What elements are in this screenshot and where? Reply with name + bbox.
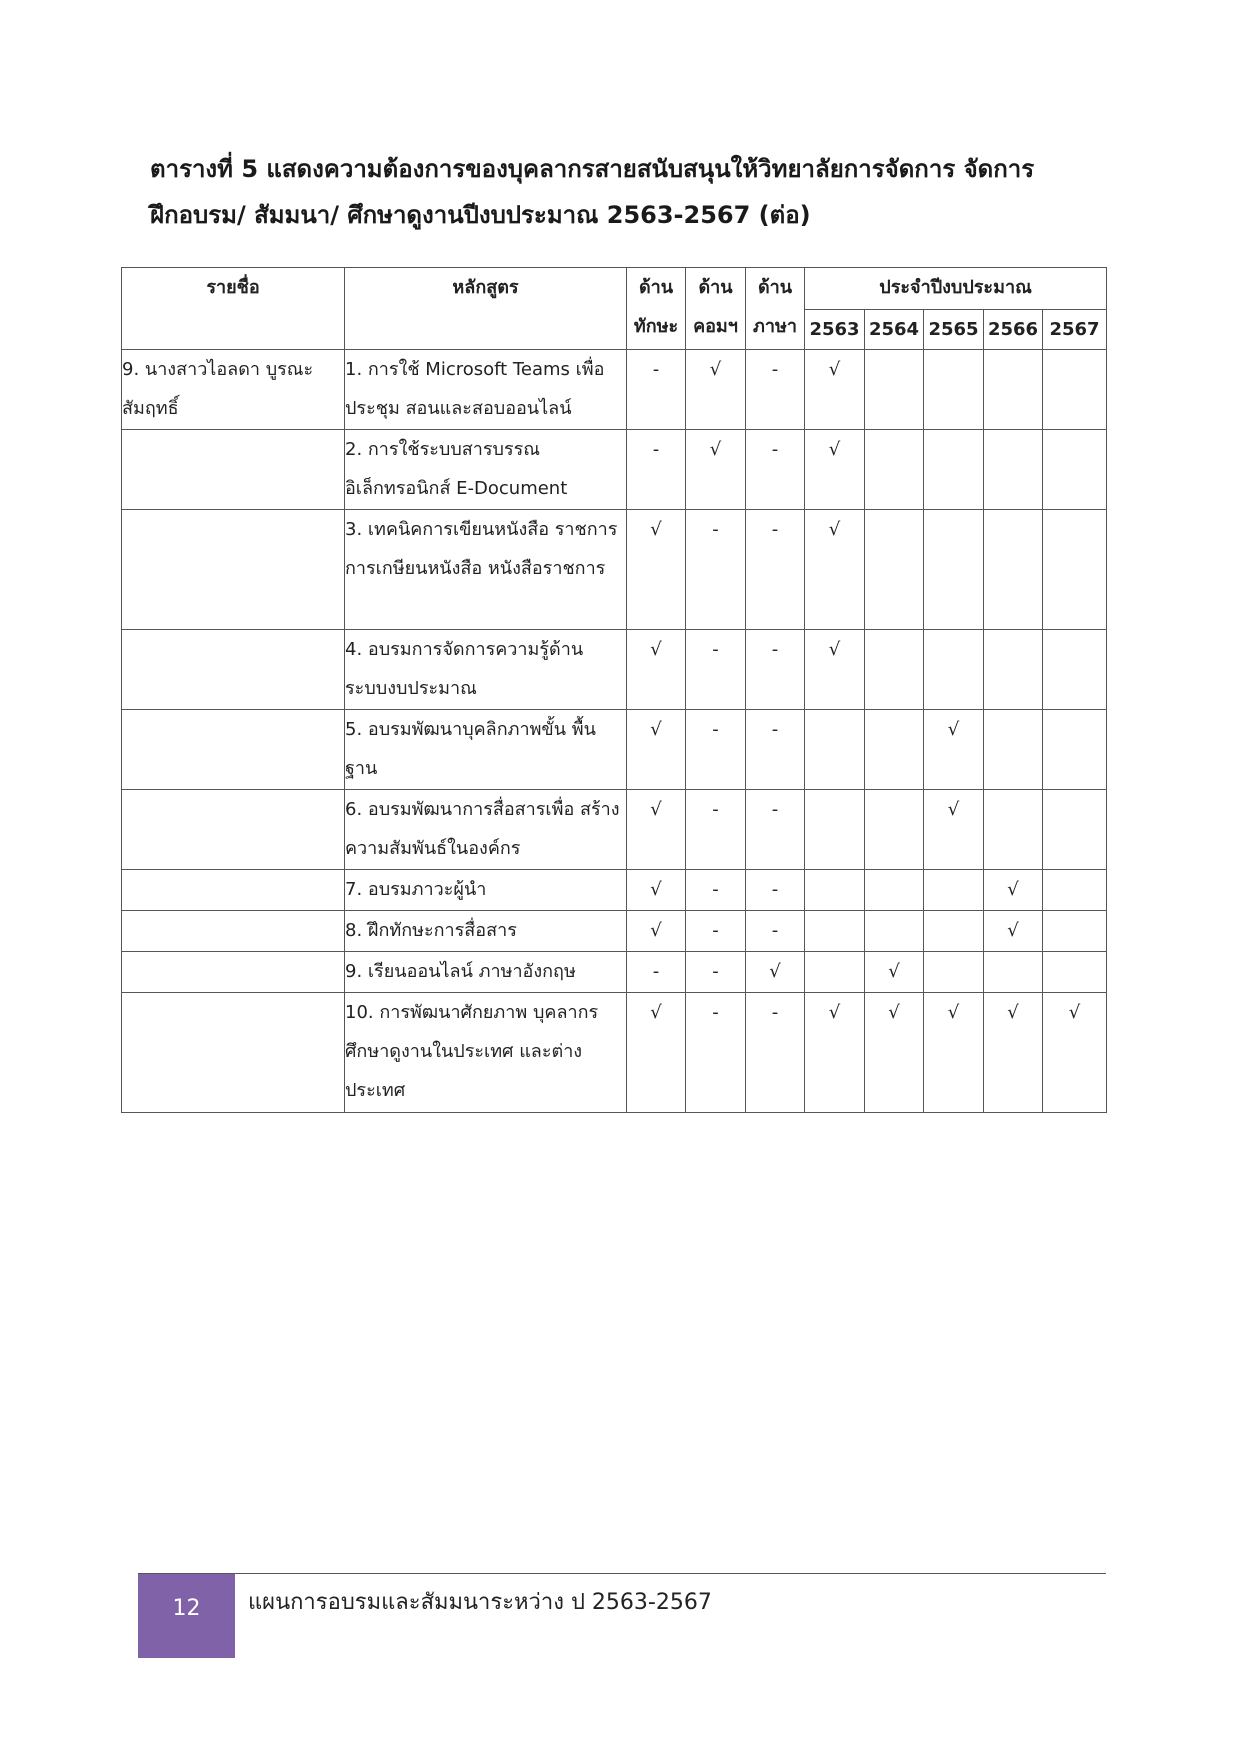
- cell-y2563: [805, 911, 865, 952]
- cell-language: -: [746, 630, 805, 710]
- cell-y2564: [865, 790, 924, 870]
- cell-name: [122, 710, 345, 790]
- cell-language: -: [746, 710, 805, 790]
- cell-y2565: [924, 911, 984, 952]
- page-number: 12: [172, 1596, 201, 1621]
- cell-course: 5. อบรมพัฒนาบุคลิกภาพขั้น พื้นฐาน: [345, 710, 627, 790]
- cell-y2564: [865, 430, 924, 510]
- cell-course: 2. การใช้ระบบสารบรรณ อิเล็กทรอนิกส์ E-Document: [345, 430, 627, 510]
- cell-y2564: [865, 710, 924, 790]
- header-year-2566: 2566: [984, 310, 1043, 350]
- cell-skill: √: [627, 510, 686, 630]
- cell-y2567: [1043, 510, 1107, 630]
- cell-name: [122, 993, 345, 1113]
- cell-skill: -: [627, 952, 686, 993]
- cell-computer: -: [686, 790, 746, 870]
- header-skill: ด้าน ทักษะ: [627, 268, 686, 350]
- cell-y2567: [1043, 952, 1107, 993]
- cell-language: √: [746, 952, 805, 993]
- cell-name: [122, 870, 345, 911]
- header-name: รายชื่อ: [122, 268, 345, 350]
- header-year-2565: 2565: [924, 310, 984, 350]
- cell-course: 1. การใช้ Microsoft Teams เพื่อประชุม สอนและสอบออนไลน์: [345, 350, 627, 430]
- cell-y2566: √: [984, 870, 1043, 911]
- page-number-box: [138, 1574, 235, 1658]
- cell-language: -: [746, 350, 805, 430]
- cell-y2566: [984, 952, 1043, 993]
- cell-y2567: [1043, 911, 1107, 952]
- cell-language: -: [746, 510, 805, 630]
- cell-y2565: √: [924, 993, 984, 1113]
- footer-divider: [138, 1573, 1106, 1574]
- cell-computer: -: [686, 710, 746, 790]
- cell-y2567: [1043, 870, 1107, 911]
- cell-y2563: √: [805, 993, 865, 1113]
- cell-name: [122, 952, 345, 993]
- cell-y2566: √: [984, 911, 1043, 952]
- cell-y2564: √: [865, 952, 924, 993]
- cell-y2566: [984, 710, 1043, 790]
- cell-y2564: [865, 510, 924, 630]
- cell-y2566: [984, 350, 1043, 430]
- cell-course: 7. อบรมภาวะผู้นำ: [345, 870, 627, 911]
- cell-name: [122, 630, 345, 710]
- cell-language: -: [746, 993, 805, 1113]
- cell-course: 8. ฝึกทักษะการสื่อสาร: [345, 911, 627, 952]
- cell-y2563: [805, 790, 865, 870]
- header-year-2567: 2567: [1043, 310, 1107, 350]
- cell-skill: -: [627, 430, 686, 510]
- table-row: [122, 993, 1107, 1113]
- cell-skill: √: [627, 630, 686, 710]
- table-row: [122, 870, 1107, 911]
- cell-skill: √: [627, 911, 686, 952]
- cell-y2565: [924, 952, 984, 993]
- cell-computer: -: [686, 993, 746, 1113]
- cell-y2564: [865, 870, 924, 911]
- caption-line-2: ฝึกอบรม/ สัมมนา/ ศึกษาดูงานปีงบประมาณ 2563-2567 (ต่อ): [150, 201, 811, 229]
- cell-language: -: [746, 911, 805, 952]
- cell-computer: √: [686, 430, 746, 510]
- table-row: [122, 430, 1107, 510]
- cell-y2566: [984, 510, 1043, 630]
- header-year-2563: 2563: [805, 310, 865, 350]
- header-course: หลักสูตร: [345, 268, 627, 350]
- cell-computer: √: [686, 350, 746, 430]
- cell-y2564: [865, 350, 924, 430]
- cell-language: -: [746, 790, 805, 870]
- cell-skill: -: [627, 350, 686, 430]
- cell-y2563: √: [805, 630, 865, 710]
- cell-skill: √: [627, 790, 686, 870]
- table-row: [122, 510, 1107, 630]
- cell-y2564: [865, 911, 924, 952]
- cell-y2567: [1043, 430, 1107, 510]
- cell-name: [122, 790, 345, 870]
- cell-name: 9. นางสาวไอลดา บูรณะสัมฤทธิ์: [122, 350, 345, 430]
- header-computer: ด้าน คอมฯ: [686, 268, 746, 350]
- cell-name: [122, 911, 345, 952]
- cell-course: 4. อบรมการจัดการความรู้ด้าน ระบบงบประมาณ: [345, 630, 627, 710]
- cell-y2567: [1043, 790, 1107, 870]
- cell-y2563: [805, 870, 865, 911]
- caption-line-1: ตารางที่ 5 แสดงความต้องการของบุคลากรสายสนับสนุนให้วิทยาลัยการจัดการ จัดการ: [150, 155, 1035, 183]
- cell-y2563: [805, 952, 865, 993]
- table-row: [122, 952, 1107, 993]
- cell-y2563: √: [805, 430, 865, 510]
- cell-y2566: [984, 430, 1043, 510]
- cell-y2565: [924, 430, 984, 510]
- table-row: [122, 911, 1107, 952]
- cell-skill: √: [627, 993, 686, 1113]
- cell-language: -: [746, 430, 805, 510]
- cell-y2567: [1043, 630, 1107, 710]
- table-row: [122, 790, 1107, 870]
- cell-y2565: [924, 510, 984, 630]
- cell-y2564: √: [865, 993, 924, 1113]
- cell-y2563: [805, 710, 865, 790]
- cell-y2563: √: [805, 350, 865, 430]
- table-row: [122, 710, 1107, 790]
- cell-y2567: √: [1043, 993, 1107, 1113]
- cell-y2566: [984, 630, 1043, 710]
- cell-course: 9. เรียนออนไลน์ ภาษาอังกฤษ: [345, 952, 627, 993]
- cell-y2564: [865, 630, 924, 710]
- cell-skill: √: [627, 870, 686, 911]
- header-year-2564: 2564: [865, 310, 924, 350]
- table-caption: [150, 146, 1110, 238]
- table-row: [122, 350, 1107, 430]
- cell-course: 6. อบรมพัฒนาการสื่อสารเพื่อ สร้างความสัมพันธ์ในองค์กร: [345, 790, 627, 870]
- cell-y2565: [924, 870, 984, 911]
- cell-y2563: √: [805, 510, 865, 630]
- cell-computer: -: [686, 911, 746, 952]
- cell-y2565: √: [924, 710, 984, 790]
- cell-y2565: [924, 630, 984, 710]
- cell-computer: -: [686, 510, 746, 630]
- table-row: [122, 630, 1107, 710]
- cell-course: 3. เทคนิคการเขียนหนังสือ ราชการการเกษียนหนังสือ หนังสือราชการ: [345, 510, 627, 630]
- cell-computer: -: [686, 630, 746, 710]
- cell-y2566: √: [984, 993, 1043, 1113]
- cell-language: -: [746, 870, 805, 911]
- header-fiscal-year: ประจำปีงบประมาณ: [805, 268, 1107, 310]
- header-language: ด้าน ภาษา: [746, 268, 805, 350]
- cell-y2566: [984, 790, 1043, 870]
- footer-title: แผนการอบรมและสัมมนาระหว่าง ป 2563-2567: [248, 1590, 712, 1615]
- cell-name: [122, 430, 345, 510]
- table-body: [122, 350, 1107, 1113]
- training-plan-table: [121, 267, 1107, 1113]
- cell-y2567: [1043, 710, 1107, 790]
- cell-y2565: [924, 350, 984, 430]
- cell-computer: -: [686, 952, 746, 993]
- cell-name: [122, 510, 345, 630]
- cell-y2565: √: [924, 790, 984, 870]
- cell-y2567: [1043, 350, 1107, 430]
- cell-skill: √: [627, 710, 686, 790]
- cell-computer: -: [686, 870, 746, 911]
- cell-course: 10. การพัฒนาศักยภาพ บุคลากรศึกษาดูงานในประเทศ และต่างประเทศ: [345, 993, 627, 1113]
